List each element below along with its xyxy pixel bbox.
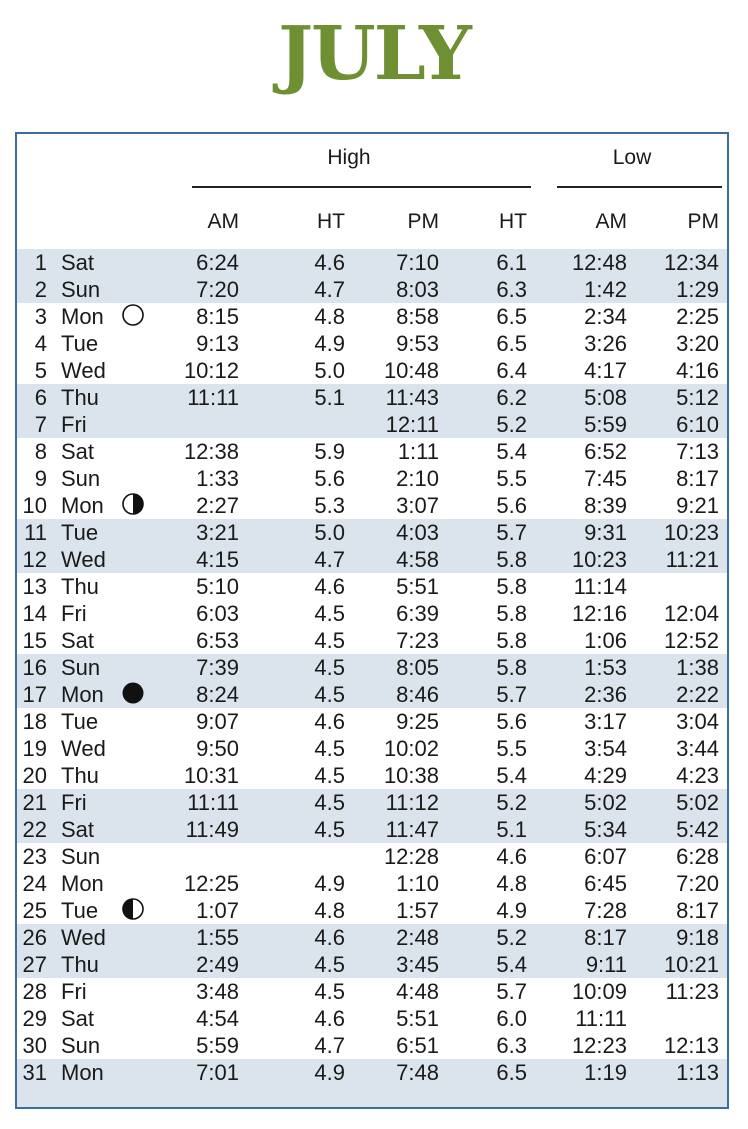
weekday: Mon xyxy=(61,871,104,896)
new-moon-icon xyxy=(122,682,144,704)
high-am-height: 4.6 xyxy=(314,1006,345,1031)
tide-table xyxy=(15,132,729,1109)
weekday: Sun xyxy=(61,655,101,680)
high-pm-height: 6.5 xyxy=(496,304,527,329)
low-group-rule xyxy=(557,186,722,188)
high-group-label: High xyxy=(327,146,371,169)
weekday: Wed xyxy=(61,736,106,761)
table-row xyxy=(17,330,727,357)
high-pm-height: 5.4 xyxy=(496,952,527,977)
low-pm-time: 9:21 xyxy=(676,493,719,518)
low-pm-time: 3:20 xyxy=(676,331,719,356)
low-pm-time: 12:13 xyxy=(663,1033,719,1058)
low-am-time: 11:11 xyxy=(575,1006,627,1031)
weekday: Thu xyxy=(61,952,99,977)
high-am-time: 3:48 xyxy=(196,979,239,1004)
col-header-high-am: AM xyxy=(207,210,239,233)
high-pm-height: 5.8 xyxy=(496,547,527,572)
high-am-time: 10:31 xyxy=(183,763,239,788)
weekday: Mon xyxy=(61,493,104,518)
page-title: JULY xyxy=(278,11,470,97)
day-number: 16 xyxy=(22,655,47,680)
high-am-height: 4.7 xyxy=(314,547,345,572)
high-pm-height: 6.0 xyxy=(496,1006,527,1031)
weekday: Thu xyxy=(61,385,99,410)
high-pm-height: 5.7 xyxy=(496,979,527,1004)
high-am-height: 4.5 xyxy=(314,952,345,977)
low-am-time: 7:45 xyxy=(584,466,627,491)
low-pm-time: 1:29 xyxy=(676,277,719,302)
low-pm-time: 12:04 xyxy=(663,601,719,626)
low-pm-time: 11:23 xyxy=(665,979,719,1004)
table-row xyxy=(17,762,727,789)
day-number: 21 xyxy=(22,790,47,815)
day-number: 29 xyxy=(22,1006,47,1031)
high-pm-time: 12:28 xyxy=(383,844,439,869)
low-am-time: 12:16 xyxy=(571,601,627,626)
low-pm-time: 1:13 xyxy=(676,1060,719,1085)
table-body xyxy=(17,249,727,1086)
low-am-time: 11:14 xyxy=(573,574,627,599)
high-am-time: 9:07 xyxy=(196,709,239,734)
high-pm-time: 11:47 xyxy=(385,817,439,842)
day-number: 30 xyxy=(22,1033,47,1058)
day-number: 23 xyxy=(22,844,47,869)
full-moon-icon xyxy=(122,304,144,326)
day-number: 26 xyxy=(22,925,47,950)
table-row xyxy=(17,438,727,465)
high-pm-time: 11:43 xyxy=(385,385,439,410)
high-am-height: 5.0 xyxy=(314,520,345,545)
table-row xyxy=(17,897,727,924)
table-row xyxy=(17,411,727,438)
high-pm-height: 5.8 xyxy=(496,601,527,626)
table-row xyxy=(17,600,727,627)
high-pm-height: 6.4 xyxy=(496,358,527,383)
high-pm-time: 4:03 xyxy=(396,520,439,545)
weekday: Thu xyxy=(61,763,99,788)
table-row xyxy=(17,735,727,762)
low-am-time: 3:54 xyxy=(584,736,627,761)
high-am-height: 4.6 xyxy=(314,250,345,275)
day-number: 10 xyxy=(22,493,47,518)
high-pm-time: 9:53 xyxy=(396,331,439,356)
high-am-time: 7:20 xyxy=(196,277,239,302)
high-pm-time: 2:10 xyxy=(396,466,439,491)
high-pm-time: 5:51 xyxy=(396,1006,439,1031)
day-number: 25 xyxy=(22,898,47,923)
table-row xyxy=(17,492,727,519)
weekday: Fri xyxy=(61,601,87,626)
day-number: 5 xyxy=(34,358,47,383)
col-header-low-pm: PM xyxy=(687,210,719,233)
high-pm-time: 9:25 xyxy=(396,709,439,734)
low-am-time: 3:26 xyxy=(584,331,627,356)
table-row xyxy=(17,519,727,546)
high-am-time: 1:07 xyxy=(196,898,239,923)
weekday: Fri xyxy=(61,979,87,1004)
day-number: 9 xyxy=(34,466,47,491)
low-pm-time: 10:23 xyxy=(663,520,719,545)
high-pm-height: 5.6 xyxy=(496,493,527,518)
low-am-time: 8:39 xyxy=(584,493,627,518)
high-pm-time: 3:45 xyxy=(396,952,439,977)
table-row xyxy=(17,573,727,600)
high-am-time: 1:33 xyxy=(196,466,239,491)
high-am-time: 3:21 xyxy=(196,520,239,545)
high-am-height: 4.5 xyxy=(314,628,345,653)
high-am-height: 4.5 xyxy=(314,736,345,761)
day-number: 31 xyxy=(22,1060,47,1085)
low-am-time: 9:31 xyxy=(584,520,627,545)
weekday: Wed xyxy=(61,547,106,572)
table-row xyxy=(17,465,727,492)
high-pm-time: 6:51 xyxy=(396,1033,439,1058)
high-am-time: 9:50 xyxy=(196,736,239,761)
table-footer-band xyxy=(17,1086,727,1107)
high-pm-height: 5.2 xyxy=(496,790,527,815)
low-am-time: 5:59 xyxy=(584,412,627,437)
low-pm-time: 2:25 xyxy=(676,304,719,329)
high-pm-height: 6.5 xyxy=(496,331,527,356)
high-am-height: 4.5 xyxy=(314,601,345,626)
first-quarter-moon-icon xyxy=(122,898,144,920)
high-pm-time: 1:11 xyxy=(397,439,439,464)
high-pm-height: 4.9 xyxy=(496,898,527,923)
high-pm-height: 5.8 xyxy=(496,655,527,680)
low-pm-time: 4:23 xyxy=(676,763,719,788)
day-number: 3 xyxy=(34,304,47,329)
high-am-height: 4.7 xyxy=(314,277,345,302)
high-am-height: 5.0 xyxy=(314,358,345,383)
table-row xyxy=(17,627,727,654)
high-am-time: 5:10 xyxy=(196,574,239,599)
high-am-height: 4.8 xyxy=(314,304,345,329)
low-am-time: 1:06 xyxy=(584,628,627,653)
high-am-height: 4.6 xyxy=(314,574,345,599)
last-quarter-moon-icon xyxy=(122,493,144,515)
table-row xyxy=(17,303,727,330)
high-am-height: 4.6 xyxy=(314,925,345,950)
table-row xyxy=(17,1032,727,1059)
high-pm-time: 6:39 xyxy=(396,601,439,626)
high-pm-time: 4:58 xyxy=(396,547,439,572)
table-row xyxy=(17,924,727,951)
high-am-time: 2:27 xyxy=(196,493,239,518)
weekday: Mon xyxy=(61,682,104,707)
weekday: Tue xyxy=(61,520,99,545)
high-pm-height: 5.2 xyxy=(496,412,527,437)
table-row xyxy=(17,654,727,681)
high-pm-height: 5.7 xyxy=(496,520,527,545)
high-am-time: 6:53 xyxy=(196,628,239,653)
high-pm-time: 7:10 xyxy=(396,250,439,275)
low-am-time: 5:08 xyxy=(584,385,627,410)
high-pm-height: 5.8 xyxy=(496,628,527,653)
low-am-time: 12:23 xyxy=(571,1033,627,1058)
table-row xyxy=(17,384,727,411)
weekday: Mon xyxy=(61,1060,104,1085)
high-pm-height: 5.5 xyxy=(496,466,527,491)
low-pm-time: 3:44 xyxy=(676,736,719,761)
low-pm-time: 5:02 xyxy=(676,790,719,815)
table-row xyxy=(17,546,727,573)
high-pm-height: 4.6 xyxy=(496,844,527,869)
high-pm-time: 8:03 xyxy=(396,277,439,302)
day-number: 19 xyxy=(22,736,47,761)
weekday: Sun xyxy=(61,277,101,302)
low-am-time: 6:07 xyxy=(584,844,627,869)
low-am-time: 4:17 xyxy=(584,358,627,383)
low-pm-time: 12:52 xyxy=(663,628,719,653)
weekday: Sat xyxy=(61,1006,95,1031)
high-pm-time: 12:11 xyxy=(385,412,439,437)
high-am-height: 4.9 xyxy=(314,331,345,356)
high-pm-time: 10:38 xyxy=(383,763,439,788)
high-pm-time: 3:07 xyxy=(396,493,439,518)
high-am-height: 5.6 xyxy=(314,466,345,491)
high-am-height: 4.8 xyxy=(314,898,345,923)
table-row xyxy=(17,789,727,816)
weekday: Tue xyxy=(61,898,99,923)
low-am-time: 2:34 xyxy=(584,304,627,329)
low-am-time: 6:45 xyxy=(584,871,627,896)
low-am-time: 10:23 xyxy=(571,547,627,572)
weekday: Wed xyxy=(61,925,106,950)
table-row xyxy=(17,816,727,843)
table-row xyxy=(17,681,727,708)
low-am-time: 10:09 xyxy=(571,979,627,1004)
day-number: 7 xyxy=(34,412,47,437)
low-pm-time: 4:16 xyxy=(676,358,719,383)
high-pm-time: 1:10 xyxy=(396,871,439,896)
high-am-time: 5:59 xyxy=(196,1033,239,1058)
high-pm-time: 7:48 xyxy=(396,1060,439,1085)
low-am-time: 4:29 xyxy=(584,763,627,788)
high-pm-time: 2:48 xyxy=(396,925,439,950)
high-am-height: 4.5 xyxy=(314,763,345,788)
table-row xyxy=(17,1005,727,1032)
table-row xyxy=(17,249,727,276)
high-pm-height: 5.1 xyxy=(496,817,527,842)
low-am-time: 1:19 xyxy=(584,1060,627,1085)
high-am-time: 4:15 xyxy=(196,547,239,572)
high-pm-time: 5:51 xyxy=(396,574,439,599)
low-am-time: 1:42 xyxy=(584,277,627,302)
low-am-time: 3:17 xyxy=(584,709,627,734)
high-am-height: 5.9 xyxy=(314,439,345,464)
high-am-time: 9:13 xyxy=(196,331,239,356)
day-number: 22 xyxy=(22,817,47,842)
day-number: 27 xyxy=(22,952,47,977)
col-header-high-pm-ht: HT xyxy=(499,210,527,233)
high-pm-time: 10:48 xyxy=(383,358,439,383)
low-pm-time: 12:34 xyxy=(663,250,719,275)
low-pm-time: 2:22 xyxy=(676,682,719,707)
table-row xyxy=(17,1059,727,1086)
high-pm-height: 5.6 xyxy=(496,709,527,734)
high-pm-height: 6.3 xyxy=(496,1033,527,1058)
day-number: 11 xyxy=(24,520,47,545)
weekday: Sun xyxy=(61,1033,101,1058)
low-pm-time: 3:04 xyxy=(676,709,719,734)
high-pm-height: 6.5 xyxy=(496,1060,527,1085)
weekday: Tue xyxy=(61,709,99,734)
high-am-time: 10:12 xyxy=(183,358,239,383)
weekday: Sun xyxy=(61,466,101,491)
high-group-rule xyxy=(192,186,531,188)
weekday: Mon xyxy=(61,304,104,329)
day-number: 8 xyxy=(34,439,47,464)
high-pm-height: 5.2 xyxy=(496,925,527,950)
high-am-height: 5.3 xyxy=(314,493,345,518)
high-am-time: 11:49 xyxy=(185,817,239,842)
low-pm-time: 11:21 xyxy=(665,547,719,572)
weekday: Sat xyxy=(61,250,95,275)
day-number: 14 xyxy=(22,601,47,626)
high-am-time: 6:03 xyxy=(196,601,239,626)
low-am-time: 5:02 xyxy=(584,790,627,815)
day-number: 6 xyxy=(34,385,47,410)
high-pm-time: 11:12 xyxy=(385,790,439,815)
day-number: 20 xyxy=(22,763,47,788)
weekday: Sun xyxy=(61,844,101,869)
low-am-time: 1:53 xyxy=(584,655,627,680)
high-am-height: 4.5 xyxy=(314,790,345,815)
high-am-height: 4.5 xyxy=(314,817,345,842)
low-am-time: 6:52 xyxy=(584,439,627,464)
low-pm-time: 10:21 xyxy=(663,952,719,977)
high-pm-time: 8:05 xyxy=(396,655,439,680)
high-am-height: 4.5 xyxy=(314,682,345,707)
high-am-time: 4:54 xyxy=(196,1006,239,1031)
low-pm-time: 1:38 xyxy=(676,655,719,680)
high-pm-height: 6.3 xyxy=(496,277,527,302)
low-pm-time: 7:13 xyxy=(676,439,719,464)
high-am-time: 11:11 xyxy=(187,790,239,815)
day-number: 2 xyxy=(34,277,47,302)
low-am-time: 8:17 xyxy=(584,925,627,950)
table-row xyxy=(17,276,727,303)
low-pm-time: 7:20 xyxy=(676,871,719,896)
weekday: Fri xyxy=(61,790,87,815)
day-number: 15 xyxy=(22,628,47,653)
low-pm-time: 8:17 xyxy=(676,898,719,923)
table-row xyxy=(17,357,727,384)
high-pm-height: 5.4 xyxy=(496,763,527,788)
weekday: Sat xyxy=(61,817,95,842)
low-pm-time: 5:12 xyxy=(676,385,719,410)
weekday: Tue xyxy=(61,331,99,356)
low-pm-time: 9:18 xyxy=(676,925,719,950)
high-am-height: 4.9 xyxy=(314,1060,345,1085)
weekday: Thu xyxy=(61,574,99,599)
high-pm-time: 8:46 xyxy=(396,682,439,707)
table-row xyxy=(17,870,727,897)
day-number: 1 xyxy=(34,250,47,275)
day-number: 28 xyxy=(22,979,47,1004)
high-pm-height: 6.2 xyxy=(496,385,527,410)
low-group-label: Low xyxy=(612,146,652,169)
low-pm-time: 6:28 xyxy=(676,844,719,869)
low-am-time: 9:11 xyxy=(585,952,627,977)
high-am-time: 7:39 xyxy=(196,655,239,680)
col-header-high-pm: PM xyxy=(407,210,439,233)
high-am-height: 4.7 xyxy=(314,1033,345,1058)
weekday: Sat xyxy=(61,628,95,653)
low-am-time: 2:36 xyxy=(584,682,627,707)
table-row xyxy=(17,708,727,735)
high-am-time: 11:11 xyxy=(187,385,239,410)
high-pm-height: 6.1 xyxy=(496,250,527,275)
high-am-time: 1:55 xyxy=(196,925,239,950)
high-am-time: 2:49 xyxy=(196,952,239,977)
low-pm-time: 5:42 xyxy=(676,817,719,842)
high-am-time: 8:24 xyxy=(196,682,239,707)
high-pm-height: 5.4 xyxy=(496,439,527,464)
high-pm-height: 5.5 xyxy=(496,736,527,761)
table-row xyxy=(17,978,727,1005)
high-am-time: 6:24 xyxy=(196,250,239,275)
col-header-low-am: AM xyxy=(595,210,627,233)
high-am-time: 12:38 xyxy=(183,439,239,464)
high-pm-height: 5.8 xyxy=(496,574,527,599)
low-pm-time: 6:10 xyxy=(676,412,719,437)
table-row xyxy=(17,843,727,870)
high-am-time: 7:01 xyxy=(196,1060,239,1085)
day-number: 13 xyxy=(22,574,47,599)
low-am-time: 12:48 xyxy=(571,250,627,275)
low-am-time: 7:28 xyxy=(584,898,627,923)
col-header-high-am-ht: HT xyxy=(317,210,345,233)
day-number: 4 xyxy=(34,331,47,356)
day-number: 24 xyxy=(22,871,47,896)
high-am-time: 12:25 xyxy=(183,871,239,896)
low-pm-time: 8:17 xyxy=(676,466,719,491)
high-am-height: 4.6 xyxy=(314,709,345,734)
high-am-height: 4.9 xyxy=(314,871,345,896)
weekday: Fri xyxy=(61,412,87,437)
high-pm-height: 4.8 xyxy=(496,871,527,896)
weekday: Sat xyxy=(61,439,95,464)
high-am-height: 4.5 xyxy=(314,979,345,1004)
high-am-height: 5.1 xyxy=(314,385,345,410)
low-am-time: 5:34 xyxy=(584,817,627,842)
high-am-time: 8:15 xyxy=(196,304,239,329)
high-pm-time: 1:57 xyxy=(396,898,439,923)
high-pm-time: 8:58 xyxy=(396,304,439,329)
day-number: 18 xyxy=(22,709,47,734)
weekday: Wed xyxy=(61,358,106,383)
table-row xyxy=(17,951,727,978)
high-pm-height: 5.7 xyxy=(496,682,527,707)
high-pm-time: 10:02 xyxy=(383,736,439,761)
high-am-height: 4.5 xyxy=(314,655,345,680)
day-number: 17 xyxy=(22,682,47,707)
high-pm-time: 7:23 xyxy=(396,628,439,653)
high-pm-time: 4:48 xyxy=(396,979,439,1004)
day-number: 12 xyxy=(22,547,47,572)
